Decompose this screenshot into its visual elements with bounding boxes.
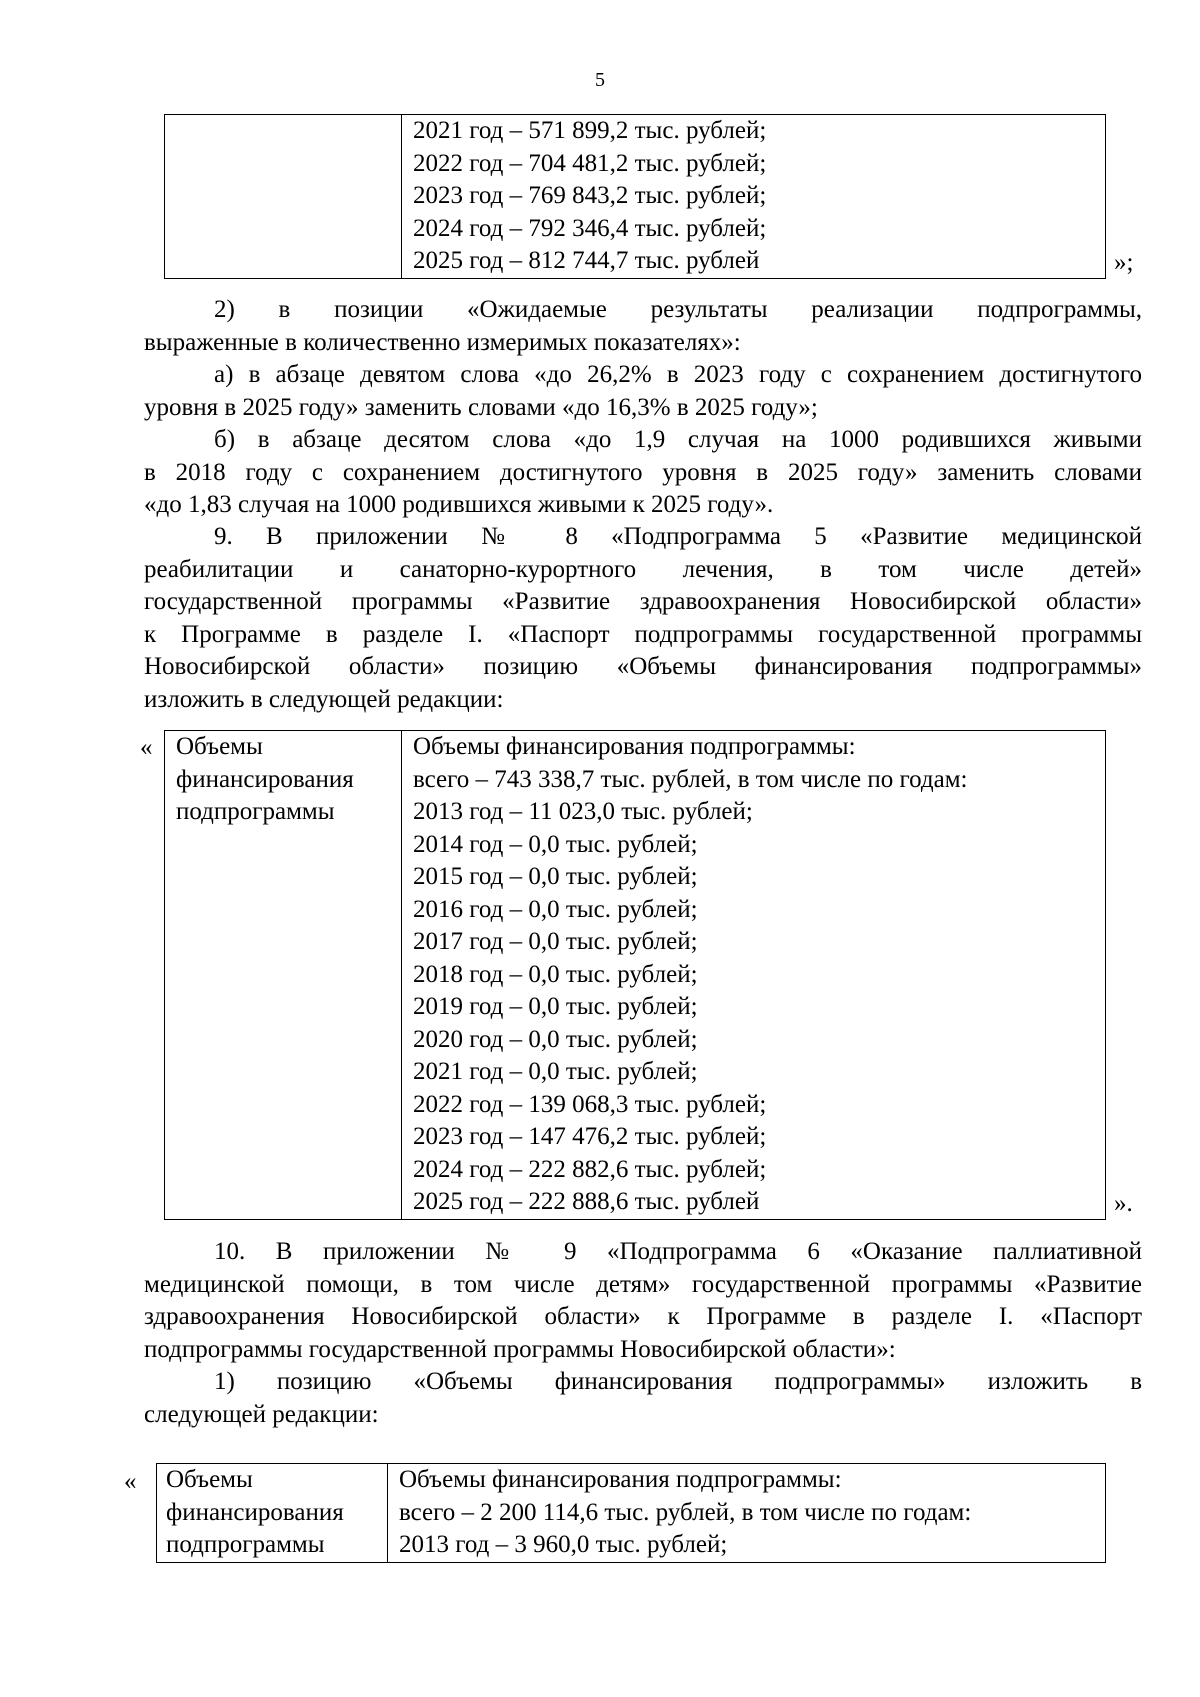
opening-quote: « — [140, 734, 153, 761]
table-right-cell — [402, 731, 1106, 1220]
year-row: 2021 год – 0,0 тыс. рублей; — [413, 1058, 698, 1085]
table-right-cell — [388, 1464, 1106, 1563]
year-row: 2013 год – 3 960,0 тыс. рублей; — [399, 1531, 728, 1558]
paragraph-a — [144, 359, 1142, 424]
text-line: выраженные в количественно измеримых показателях»: — [144, 328, 741, 356]
text-line: 2) в позиции «Ожидаемые результаты реализации подпрограммы, — [214, 296, 1142, 323]
text-line: здравоохранения Новосибирской области» к Программе в разделе I. «Паспорт — [144, 1303, 1142, 1330]
paragraph-2 — [144, 294, 1142, 359]
financing-table-subprogram-5 — [164, 730, 1106, 1220]
row-header-line: подпрограммы — [176, 798, 335, 825]
financing-line: всего – 743 338,7 тыс. рублей, в том числе по годам: — [413, 765, 968, 793]
paragraph-9 — [144, 521, 1142, 716]
year-row: 2021 год – 571 899,2 тыс. рублей; — [413, 117, 767, 144]
table-left-cell — [157, 1464, 388, 1563]
text-line: подпрограммы государственной программы Новосибирской области»: — [144, 1335, 896, 1363]
year-row: 2022 год – 139 068,3 тыс. рублей; — [413, 1090, 767, 1118]
row-header-line: Объемы — [176, 733, 263, 760]
row-header-line: финансирования — [166, 1498, 344, 1526]
text-line: изложить в следующей редакции: — [144, 685, 504, 713]
paragraph-10-1 — [144, 1366, 1142, 1431]
opening-quote: « — [124, 1468, 137, 1495]
text-line: б) в абзаце десятом слова «до 1,9 случая на 1000 родившихся живыми — [214, 426, 1142, 453]
text-line: 1) позицию «Объемы финансирования подпрограммы» изложить в — [214, 1368, 1142, 1395]
text-line: реабилитации и санаторно-курортного лечения, в том числе детей» — [144, 555, 1142, 583]
closing-quote: ». — [1114, 1190, 1133, 1217]
text-line: а) в абзаце девятом слова «до 26,2% в 2023 году с сохранением достигнутого — [214, 361, 1142, 388]
table-left-cell — [165, 115, 402, 279]
text-line: следующей редакции: — [144, 1400, 379, 1428]
text-line: 9. В приложении № 8 «Подпрограмма 5 «Развитие медицинской — [214, 523, 1142, 550]
text-line: к Программе в разделе I. «Паспорт подпрограммы государственной программы — [144, 620, 1142, 648]
row-header-line: Объемы — [166, 1466, 253, 1493]
row-header-line: финансирования — [176, 765, 354, 793]
year-row: 2024 год – 792 346,4 тыс. рублей; — [413, 214, 767, 242]
financing-line: всего – 2 200 114,6 тыс. рублей, в том числе по годам: — [399, 1498, 972, 1526]
row-header-line: подпрограммы — [166, 1531, 325, 1558]
year-row: 2013 год – 11 023,0 тыс. рублей; — [413, 798, 753, 825]
year-row: 2016 год – 0,0 тыс. рублей; — [413, 895, 698, 923]
text-line: медицинской помощи, в том числе детям» государственной программы «Развитие — [144, 1270, 1142, 1298]
text-line: 10. В приложении № 9 «Подпрограмма 6 «Оказание паллиативной — [214, 1238, 1142, 1265]
year-row: 2015 год – 0,0 тыс. рублей; — [413, 863, 698, 890]
text-line: Новосибирской области» позицию «Объемы финансирования подпрограммы» — [144, 653, 1142, 680]
year-row: 2020 год – 0,0 тыс. рублей; — [413, 1025, 698, 1053]
year-row: 2017 год – 0,0 тыс. рублей; — [413, 928, 698, 955]
closing-quote: »; — [1114, 249, 1134, 276]
paragraph-b — [144, 424, 1142, 522]
financing-line: Объемы финансирования подпрограммы: — [413, 733, 856, 760]
year-row: 2025 год – 812 744,7 тыс. рублей — [413, 247, 760, 274]
year-row: 2014 год – 0,0 тыс. рублей; — [413, 830, 698, 858]
table-left-cell — [165, 731, 402, 1220]
year-row: 2018 год – 0,0 тыс. рублей; — [413, 960, 698, 988]
financing-table-continuation — [164, 114, 1106, 279]
text-line: государственной программы «Развитие здравоохранения Новосибирской области» — [144, 588, 1142, 615]
year-row: 2023 год – 769 843,2 тыс. рублей; — [413, 182, 767, 209]
text-line: в 2018 году с сохранением достигнутого уровня в 2025 году» заменить словами — [144, 458, 1142, 486]
text-line: уровня в 2025 году» заменить словами «до 16,3% в 2025 году»; — [144, 393, 818, 421]
year-row: 2022 год – 704 481,2 тыс. рублей; — [413, 149, 767, 177]
year-row: 2019 год – 0,0 тыс. рублей; — [413, 993, 698, 1020]
financing-line: Объемы финансирования подпрограммы: — [399, 1466, 842, 1493]
year-row: 2024 год – 222 882,6 тыс. рублей; — [413, 1155, 767, 1183]
financing-table-subprogram-6 — [156, 1463, 1106, 1563]
table-right-cell — [402, 115, 1106, 279]
paragraph-10 — [144, 1236, 1142, 1366]
year-row: 2025 год – 222 888,6 тыс. рублей — [413, 1188, 760, 1215]
page-number: 5 — [595, 69, 605, 91]
year-row: 2023 год – 147 476,2 тыс. рублей; — [413, 1123, 767, 1150]
text-line: «до 1,83 случая на 1000 родившихся живыми к 2025 году». — [144, 491, 774, 518]
